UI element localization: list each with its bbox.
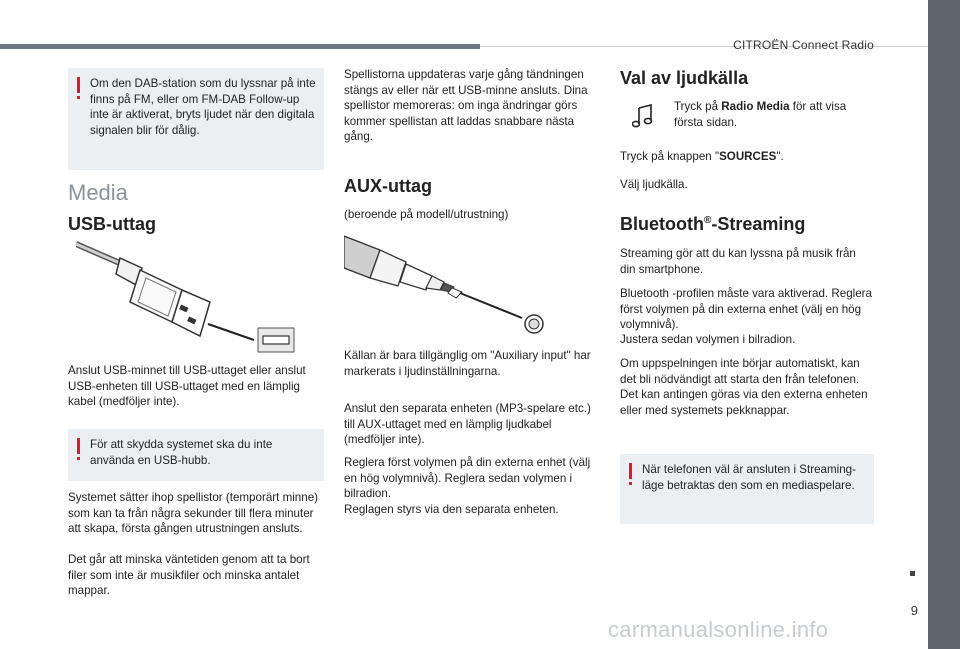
- playlist-text-1: Systemet sätter ihop spellistor (temporärt minne) som kan ta från några sekunder till flera minuter att skapa, första gången utrustningen ansluts.: [68, 491, 319, 536]
- aux-title: AUX-uttag: [344, 176, 432, 196]
- radio-media-text: Tryck på Radio Media för att visa första sidan.: [674, 100, 847, 129]
- usb-text: Anslut USB-minnet till USB-uttaget eller anslut USB-enheten till USB-uttaget med en lämplig kabel (medföljer inte).: [68, 364, 306, 409]
- warning-icon: [77, 438, 80, 454]
- select-source-text: Välj ljudkälla.: [620, 178, 688, 191]
- header-title: CITROËN Connect Radio: [733, 38, 874, 52]
- note-usb-hub-text: För att skydda systemet ska du inte använda en USB-hubb.: [90, 438, 273, 467]
- usb-title: USB-uttag: [68, 214, 156, 234]
- note-streaming: [620, 454, 874, 524]
- note-usb-hub: [68, 429, 324, 481]
- note-dab-text: Om den DAB-station som du lyssnar på inte finns på FM, eller om FM-DAB Follow-up inte är aktiverat, bryts ljudet när den digitala signalen blir för dålig.: [90, 77, 316, 137]
- music-note-icon: [632, 104, 654, 128]
- aux-source-text: Källan är bara tillgänglig om "Auxiliary input" har markerats i ljudinställningarna.: [344, 349, 591, 378]
- end-marker: [910, 571, 915, 576]
- playlist-text-2: Det går att minska väntetiden genom att ta bort filer som inte är musikfiler och minska antalet mappar.: [68, 553, 310, 598]
- sources-text: Tryck på knappen "SOURCES".: [620, 150, 784, 163]
- page-number: 9: [910, 603, 918, 618]
- warning-icon: [77, 77, 80, 93]
- warning-icon: [629, 463, 632, 479]
- note-dab: [68, 68, 324, 170]
- playlist-update-text: Spellistorna uppdateras varje gång tändningen stängs av eller när ett USB-minne ansluts. Dina spellistor memoreras: om inga ändringar görs kommer spellistan att laddas snabbare nästa gång.: [344, 68, 588, 144]
- source-title: Val av ljudkälla: [620, 68, 749, 88]
- header-bar: [0, 44, 480, 49]
- bt-text-2b: Justera sedan volymen i bilradion.: [620, 333, 796, 346]
- bt-text-3: Om uppspelningen inte börjar automatiskt, kan det bli nödvändigt att starta den från telefonen. Det kan antingen göras via den externa enheten eller med systemets pekknappar.: [620, 357, 868, 417]
- section-title-media: Media: [68, 180, 128, 205]
- bt-text-2a: Bluetooth -profilen måste vara aktiverad. Reglera först volymen på din externa enhet (välj en hög volymnivå).: [620, 287, 872, 332]
- side-tab: [928, 0, 960, 649]
- note-streaming-text: När telefonen väl är ansluten i Streaming-läge betraktas den som en mediaspelare.: [642, 463, 856, 492]
- radio-media-label: Radio Media: [721, 100, 790, 113]
- watermark: carmanualsonline.info: [608, 617, 829, 642]
- sources-label: SOURCES: [719, 150, 777, 163]
- aux-subtitle: (beroende på modell/utrustning): [344, 208, 509, 221]
- aux-volume-text-2: Reglagen styrs via den separata enheten.: [344, 503, 559, 516]
- bluetooth-title: Bluetooth®-Streaming: [620, 214, 806, 234]
- aux-jack-illustration: [344, 228, 549, 334]
- bt-text-1: Streaming gör att du kan lyssna på musik från din smartphone.: [620, 247, 856, 276]
- usb-plug-illustration: [76, 240, 298, 355]
- aux-volume-text-1: Reglera först volymen på din externa enhet (välj en hög volymnivå). Reglera sedan volymen i bilradion.: [344, 456, 591, 501]
- aux-connect-text: Anslut den separata enheten (MP3-spelare etc.) till AUX-uttaget med en lämplig ljudkabel (medföljer inte).: [344, 402, 591, 447]
